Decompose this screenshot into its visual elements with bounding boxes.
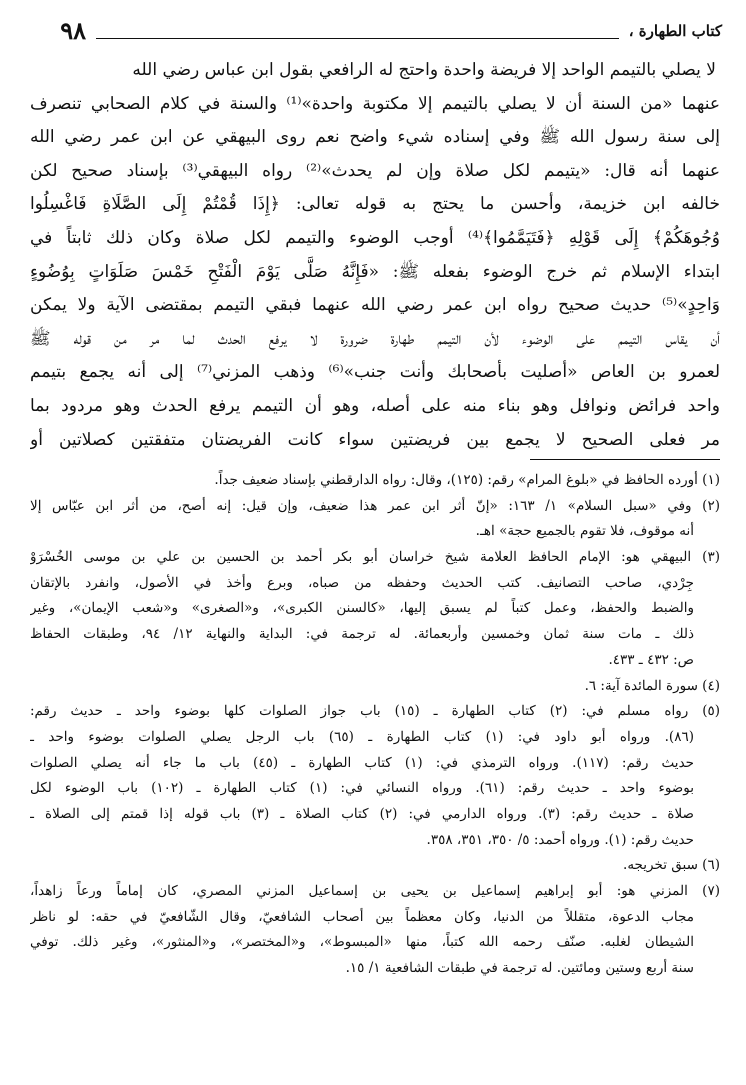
footnote-line: حديث رقم: (١١٧). ورواه الترمذي في: (١) كتاب الطهارة ـ (٤٥) باب ما جاء أنه يصلي الصلوات [30,754,695,771]
main-text-line: مر فعلى الصحيح لا يجمع بين فريضتين سواء كانت الفريضتان متفقتين كصلاتين أو [30,429,720,450]
footnote-line: ذلك ـ مات سنة ثمان وخمسين وأربعمائة. له ترجمة في: البداية والنهاية ١٢/ ٩٤، وطبقات الحفاظ [30,626,694,643]
main-text-line: عنهما «من السنة أن لا يصلي بالتيمم إلا مكتوبة واحدة»⁽¹⁾ والسنة في كلام الصحابي تنصرف [30,93,720,114]
footnote-line: والضبط والحفظ، وعمل كتباً لم يسبق إليها، «كالسنن الكبرى»، و«الصغرى» و«شعب الإيمان»، وغير [30,600,694,617]
main-text-line: وُجُوهَكُمْ﴾ إِلَى قَوْلِهِ ﴿فَتَيَمَّمُوا﴾⁽⁴⁾ أوجب الوضوء والتيمم لكل صلاة وكان ذلك ثابتاً في [30,227,720,248]
header-rule [96,38,619,39]
footnote-line: حديث رقم: (١). ورواه أحمد: ٥/ ٣٥٠، ٣٥١، ٣٥٨. [426,831,694,848]
footnote-line: (٣) البيهقي هو: الإمام الحافظ العلامة شيخ خراسان أبو بكر أحمد بن الحسين بن علي بن موسى الخُسْرَوْ [30,549,720,566]
footnote-line: (٤) سورة المائدة آية: ٦. [584,677,720,694]
footnote-line: (٥) رواه مسلم في: (٢) كتاب الطهارة ـ (١٥) باب جواز الصلوات كلها بوضوء واحد ـ حديث رقم: [30,703,720,720]
running-title: كتاب الطهارة ، [628,22,722,40]
footnote-line: بوضوء واحد ـ حديث رقم: (٦١). ورواه النسائي في: (١) كتاب الطهارة ـ (١٠٢) باب الوضوء لكل [30,780,694,797]
footnote-line: أنه موقوف، فلا تقوم بالجميع حجة» اهـ. [475,523,694,540]
main-text-line: ابتداء الإسلام ثم خرج الوضوء بفعله ﷺ: «فَإِنَّهُ صَلَّى يَوْمَ الْفَتْحِ خَمْسَ صَلَوَاتٍ بِوُضُوءٍ [30,261,720,282]
footnote-line: سنة أربع وستين ومائتين. له ترجمة في طبقات الشافعية ١/ ١٥. [345,960,694,977]
main-text-line: لعمرو بن العاص «أصليت بأصحابك وأنت جنب»⁽⁶⁾ وذهب المزني⁽⁷⁾ إلى أنه يجمع بتيمم [30,362,720,383]
footnote-line: الشيطان لغلبه. صنّف رحمه الله كتباً، منها «المبسوط»، و«المختصر»، و«المنثور»، وغير ذلك. توفي [30,934,694,951]
footnote-separator [530,459,720,460]
footnote-line: صلاة ـ حديث رقم: (٣). ورواه الدارمي في: (٢) كتاب الصلاة ـ (٣) باب قوله إذا قمتم إلى الصلاة ـ [30,805,694,822]
main-text-line: أن يقاس التيمم على الوضوء لأن التيمم طهارة ضرورة لا يرفع الحدث لما مر من قوله ﷺ [30,328,720,349]
footnote-line: (١) أورده الحافظ في «بلوغ المرام» رقم: (١٢٥)، وقال: رواه الدارقطني بإسناد ضعيف جداً. [214,472,720,488]
main-text-line: إلى سنة رسول الله ﷺ وفي إسناده شيء واضح نعم روى البيهقي عن ابن عمر رضي الله [30,127,720,148]
main-text-line: لا يصلي بالتيمم الواحد إلا فريضة واحدة واحتج له الرافعي بقول ابن عباس رضي الله [132,60,716,80]
main-text-line: وَاحِدٍ»⁽⁵⁾ حديث صحيح رواه ابن عمر رضي الله عنهما فبقي التيمم بمقتضى الآية ولا يمكن [30,295,720,316]
page-header [30,12,722,46]
footnote-line: مجاب الدعوة، متقللاً من الدنيا، وكان معظماً بين أصحاب الشافعيّ، وقال الشّافعيّ في حقه: لو ناظر [30,908,694,925]
footnote-line: (٨٦). ورواه أبو داود في: (١) كتاب الطهارة ـ (٦٥) باب الرجل يصلي الصلوات بوضوء واحد ـ [30,728,694,745]
footnotes [30,468,720,982]
main-text-line: واحد فرائض ونوافل وهو بناء منه على أصله، وهو أن التيمم يرفع الحدث وهو مردود بما [30,395,720,416]
main-text-line: عنهما أنه قال: «يتيمم لكل صلاة وإن لم يحدث»⁽²⁾ رواه البيهقي⁽³⁾ بإسناد صحيح لكن [30,160,720,181]
footnote-line: (٢) وفي «سبل السلام» ١/ ١٦٣: «إنّ أثر ابن عمر هذا ضعيف، وإن قيل: إنه أصح، من أثر ابن عبّاس إلا [30,497,720,514]
footnote-line: (٧) المزني هو: أبو إبراهيم إسماعيل بن يحيى بن إسماعيل المزني المصري، كان إماماً ورعاً زاهداً، [30,883,720,899]
main-text-line: خالفه ابن خزيمة، وأحسن ما يحتج به قوله تعالى: ﴿إِذَا قُمْتُمْ إِلَى الصَّلَاةِ فَاغْسِلُوا [30,194,720,215]
footnote-line: جِرْدي، صاحب التصانيف. كتب الحديث وحفظه من صباه، وبرع وأخذ في الأصول، وانفرد بالإتقان [30,574,694,591]
footnote-line: ص: ٤٣٢ ـ ٤٣٣. [608,651,694,668]
page-number: ٩٨ [60,16,86,45]
footnote-line: (٦) سبق تخريجه. [623,857,720,874]
main-text [30,54,720,457]
